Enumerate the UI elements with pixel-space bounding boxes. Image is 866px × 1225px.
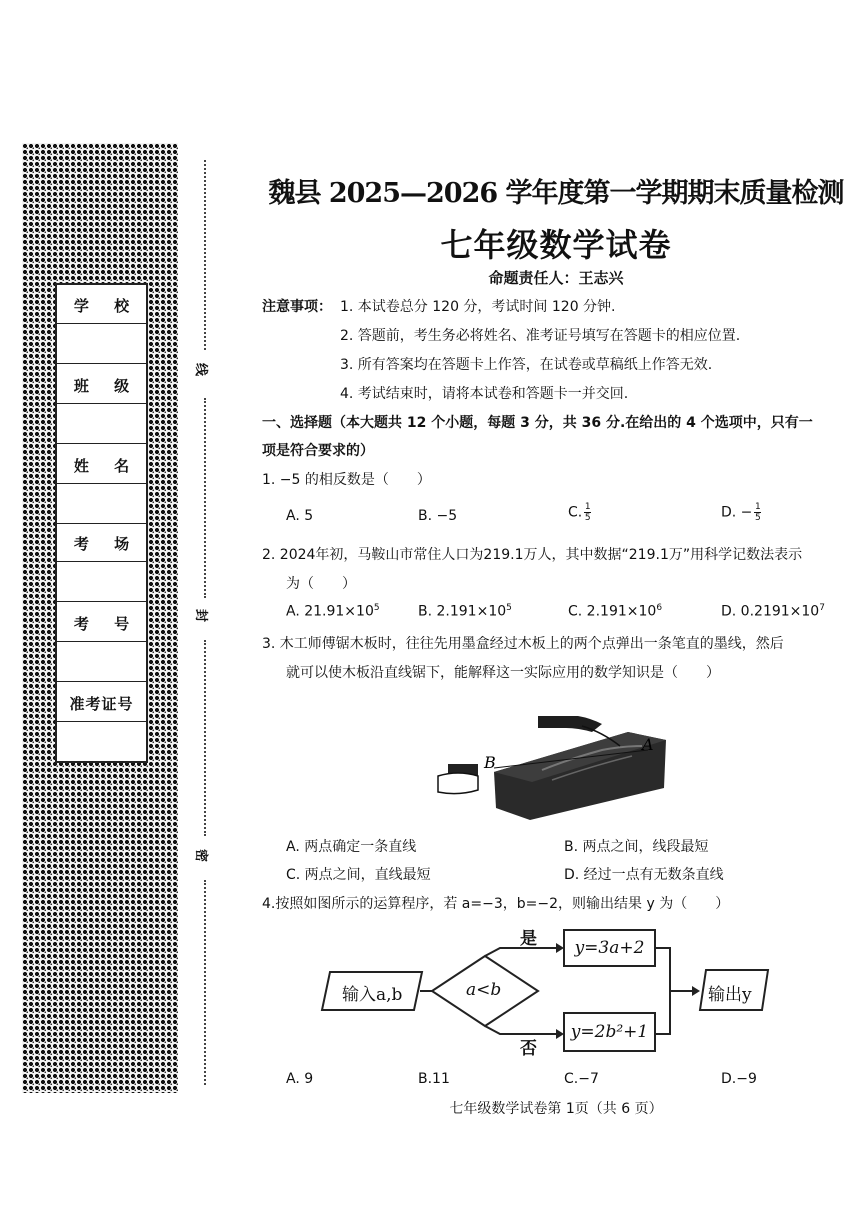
divider bbox=[57, 681, 146, 682]
seal-char-seal: 封 bbox=[193, 608, 209, 623]
divider bbox=[57, 561, 146, 562]
section-heading-cont: 项是符合要求的） bbox=[262, 443, 374, 459]
q3-option-b: B. 两点之间，线段最短 bbox=[564, 839, 709, 855]
merge-line bbox=[656, 948, 670, 1034]
question-3-stem-cont: 就可以使木板沿直线锯下，能解释这一实际应用的数学知识是（ ） bbox=[286, 665, 720, 681]
q4-option-b: B.11 bbox=[418, 1071, 450, 1087]
q2-option-c: C. $2.191\times 10^6$ bbox=[568, 603, 663, 620]
point-a-label: A bbox=[642, 735, 654, 754]
seal-line bbox=[204, 640, 206, 836]
yes-arrow bbox=[485, 948, 556, 956]
q1-option-b: B. −5 bbox=[418, 508, 458, 524]
divider bbox=[57, 363, 146, 364]
hand-left bbox=[438, 773, 478, 794]
carpenter-board-illustration bbox=[432, 710, 668, 820]
page-footer: 七年级数学试卷第 1页（共 6 页） bbox=[449, 1101, 663, 1117]
arrowhead bbox=[692, 986, 700, 996]
student-info-box bbox=[55, 283, 148, 763]
question-4-stem: 4.按照如图所示的运算程序，若 a=−3，b=−2，则输出结果 y 为（ ） bbox=[262, 896, 730, 912]
formula-yes-box: y=3a+2 bbox=[563, 929, 656, 967]
q3-option-d: D. 经过一点有无数条直线 bbox=[564, 867, 724, 883]
no-label: 否 bbox=[520, 1039, 537, 1059]
question-3-stem: 3. 木工师傅锯木板时，往往先用墨盒经过木板上的两个点弹出一条笔直的墨线，然后 bbox=[262, 636, 784, 652]
question-2-stem-cont: 为（ ） bbox=[286, 576, 356, 592]
q2-option-b: B. $2.191\times 10^5$ bbox=[418, 603, 512, 620]
q2-option-a: A. $21.91\times 10^5$ bbox=[286, 603, 380, 620]
name-label: 姓 名 bbox=[73, 457, 140, 475]
notice-label: 注意事项： bbox=[262, 299, 332, 315]
exam-number-label: 考 号 bbox=[73, 615, 140, 633]
admission-ticket-label: 准考证号 bbox=[69, 695, 134, 713]
divider bbox=[57, 403, 146, 404]
divider bbox=[57, 443, 146, 444]
point-b-label: B bbox=[484, 753, 496, 772]
notice-item: 3. 所有答案均在答题卡上作答，在试卷或草稿纸上作答无效. bbox=[340, 357, 713, 373]
condition-label: a<b bbox=[466, 980, 502, 1000]
divider bbox=[57, 323, 146, 324]
divider bbox=[57, 721, 146, 722]
q2-option-d: D. $0.2191\times 10^7$ bbox=[721, 603, 825, 620]
question-2-stem: 2. 2024年初，马鞍山市常住人口为219.1万人，其中数据“219.1万”用科学记数法表示 bbox=[262, 547, 803, 563]
q3-option-c: C. 两点之间，直线最短 bbox=[286, 867, 431, 883]
q1-option-d: D. − $\frac{1}{5}$ bbox=[721, 502, 761, 523]
seal-line bbox=[204, 880, 206, 1085]
q1-option-c: C. $\frac{1}{5}$ bbox=[568, 502, 591, 523]
exam-title: 魏县 2025—2026 学年度第一学期期末质量检测 bbox=[268, 178, 844, 209]
seal-line bbox=[204, 160, 206, 350]
notice-item: 2. 答题前，考生务必将姓名、准考证号填写在答题卡的相应位置. bbox=[340, 328, 741, 344]
exam-room-label: 考 场 bbox=[73, 535, 140, 553]
divider bbox=[57, 601, 146, 602]
exam-subtitle: 七年级数学试卷 bbox=[440, 226, 672, 264]
no-arrow bbox=[485, 1026, 556, 1034]
q4-option-a: A. 9 bbox=[286, 1071, 314, 1087]
output-label: 输出y bbox=[708, 985, 752, 1005]
question-1-stem: 1. −5 的相反数是（ ） bbox=[262, 472, 431, 488]
divider bbox=[57, 483, 146, 484]
q3-option-a: A. 两点确定一条直线 bbox=[286, 839, 417, 855]
q4-option-c: C.−7 bbox=[564, 1071, 599, 1087]
notice-item: 1. 本试卷总分 120 分，考试时间 120 分钟. bbox=[340, 299, 616, 315]
section-heading: 一、选择题（本大题共 12 个小题，每题 3 分，共 36 分.在给出的 4 个选项中，只有一 bbox=[262, 415, 813, 431]
seal-char-line: 线 bbox=[193, 362, 209, 377]
formula-no-box: y=2b²+1 bbox=[563, 1012, 656, 1052]
yes-label: 是 bbox=[520, 929, 537, 949]
divider bbox=[57, 523, 146, 524]
divider bbox=[57, 641, 146, 642]
seal-line bbox=[204, 398, 206, 598]
q4-option-d: D.−9 bbox=[721, 1071, 757, 1087]
author-line: 命题责任人：王志兴 bbox=[488, 269, 624, 287]
class-label: 班 级 bbox=[73, 377, 140, 395]
school-label: 学 校 bbox=[73, 297, 140, 315]
q1-option-a: A. 5 bbox=[286, 508, 314, 524]
seal-char-secret: 密 bbox=[193, 848, 209, 863]
notice-item: 4. 考试结束时，请将本试卷和答题卡一并交回. bbox=[340, 386, 629, 402]
input-label: 输入a,b bbox=[342, 985, 403, 1005]
